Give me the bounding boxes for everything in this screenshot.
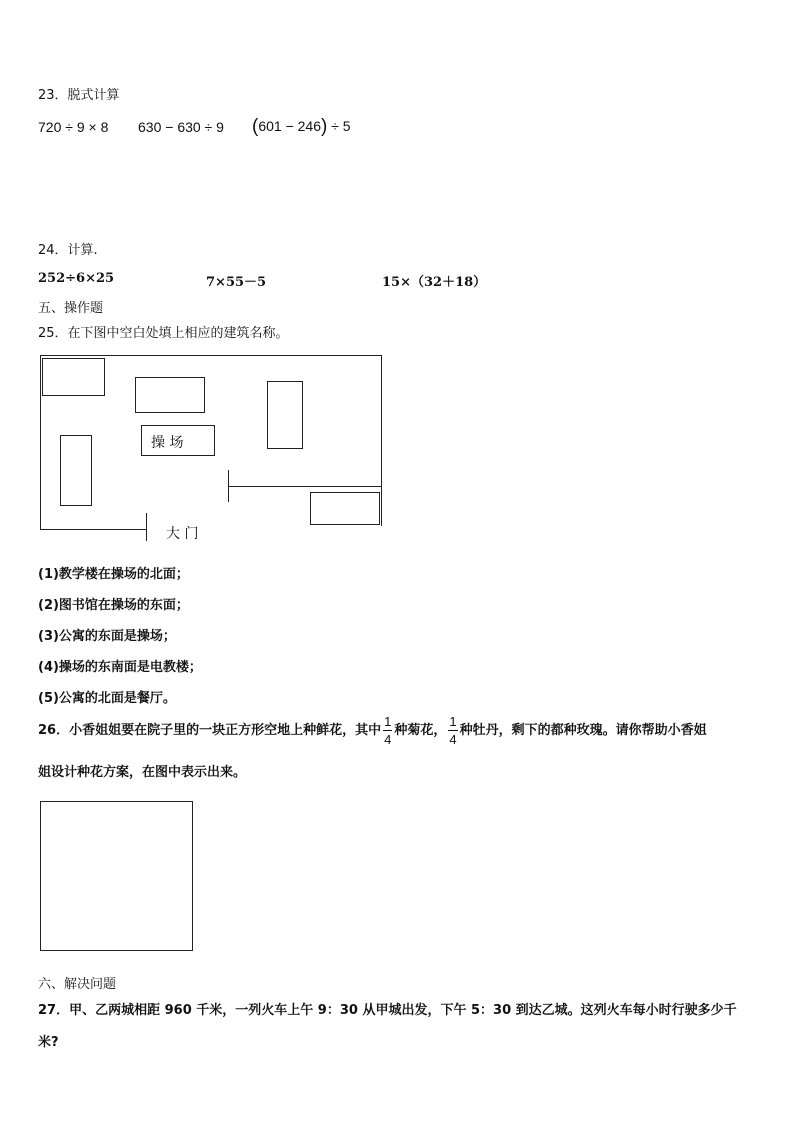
q26-text-part-2: 种菊花，: [394, 723, 447, 738]
q25-clue-1: (1)教学楼在操场的北面；: [38, 567, 189, 582]
q25-clue-3: (3)公寓的东面是操场；: [38, 629, 176, 644]
q26-fraction-2: [448, 715, 457, 746]
q26-fraction-1-numerator: 1: [384, 714, 392, 729]
playground-box: [141, 425, 215, 456]
playground-label: 操 场: [151, 435, 184, 451]
q26-fraction-1-denominator: 4: [384, 732, 392, 747]
q26-fraction-2-denominator: 4: [449, 732, 457, 747]
q23-expr3-open-paren: (: [252, 116, 259, 137]
q26-line-2: 姐设计种花方案，在图中表示出来。: [38, 765, 247, 780]
map-top-wall: [40, 355, 381, 356]
q23-expr3-inner: 601 − 246: [258, 118, 321, 134]
q23-expr3-tail: ÷ 5: [327, 118, 351, 134]
gate-post: [146, 513, 147, 541]
q26-fraction-2-numerator: 1: [449, 714, 457, 729]
q23-expr3-close-paren: ): [321, 116, 328, 137]
q25-clue-5: (5)公寓的北面是餐厅。: [38, 691, 176, 706]
blank-building-north[interactable]: [135, 377, 205, 413]
gate-label: 大 门: [166, 526, 199, 542]
q25-clue-2: (2)图书馆在操场的东面；: [38, 598, 189, 613]
section-6-title: 六、解决问题: [38, 977, 117, 992]
blank-building-east[interactable]: [267, 381, 303, 449]
q23-expression-1: 720 ÷ 9 × 8: [38, 119, 109, 135]
blank-building-southeast[interactable]: [310, 492, 380, 525]
q25-clue-4: (4)操场的东南面是电教楼；: [38, 660, 202, 675]
q24-expression-3: 15×（32＋18）: [382, 275, 487, 290]
q26-line-1: [38, 713, 707, 749]
q26-text-part-3: 种牡丹，剩下的都种玫瑰。请你帮助小香姐: [459, 723, 707, 738]
section-5-title: 五、操作题: [38, 301, 104, 316]
map-left-wall: [40, 355, 41, 530]
q23-expression-2: 630 − 630 ÷ 9: [138, 119, 224, 135]
q24-expression-1: 252÷6×25: [38, 271, 115, 286]
map-right-wall: [381, 355, 382, 526]
q24-title: 24．计算.: [38, 243, 98, 258]
q23-title: 23．脱式计算: [38, 88, 120, 103]
inner-wall-horizontal: [228, 486, 381, 487]
map-bottom-wall: [40, 529, 146, 530]
q23-expression-3: [252, 116, 351, 138]
q24-expression-2: 7×55－5: [206, 275, 267, 290]
blank-building-northwest[interactable]: [42, 358, 105, 396]
blank-building-west[interactable]: [60, 435, 92, 506]
q27-line-2: 米?: [38, 1035, 59, 1050]
q27-line-1: 27．甲、乙两城相距 960 千米，一列火车上午 9：30 从甲城出发，下午 5：30 到达乙城。这列火车每小时行驶多少千: [38, 1003, 737, 1018]
q26-text-part-1: 26．小香姐姐要在院子里的一块正方形空地上种鲜花，其中: [38, 723, 382, 738]
q25-title: 25．在下图中空白处填上相应的建筑名称。: [38, 326, 289, 341]
q26-fraction-1: [383, 715, 392, 746]
flower-bed-square[interactable]: [40, 801, 193, 951]
